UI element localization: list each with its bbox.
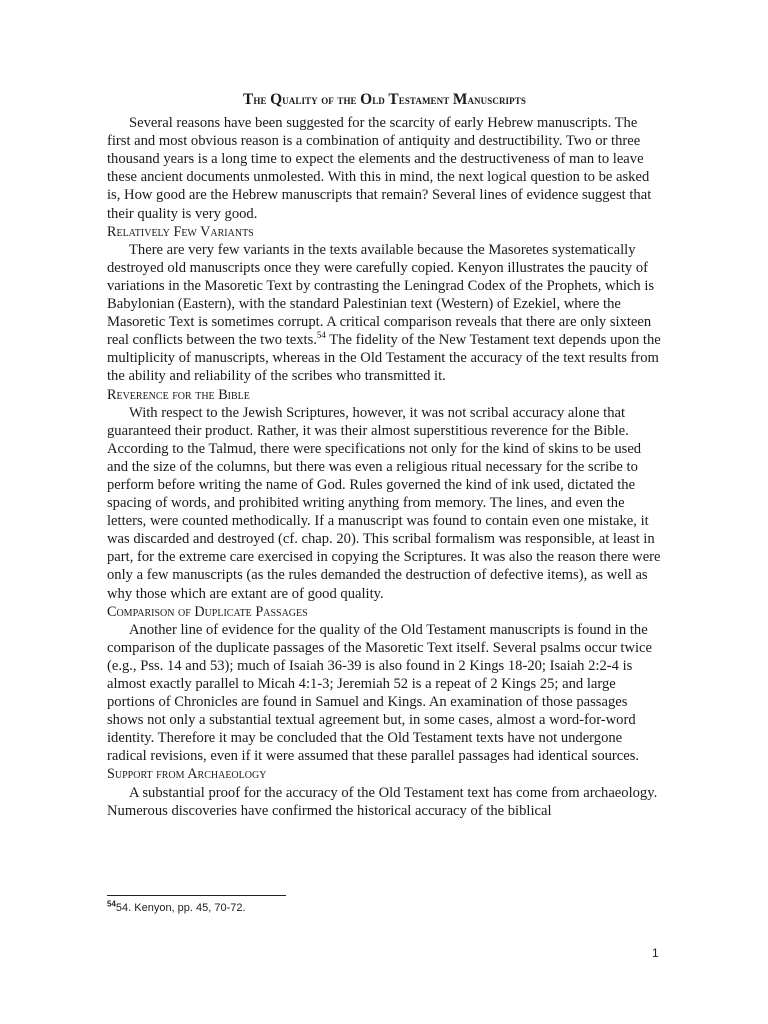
document-body [107, 91, 662, 820]
page-title: The Quality of the Old Testament Manuscripts [243, 91, 526, 108]
footnote-separator [107, 895, 286, 896]
section-heading-reverence: Reverence for the Bible [107, 386, 250, 403]
variants-paragraph: There are very few variants in the texts available because the Masoretes systematically destroyed old manuscripts once they were carefully copied. Kenyon illustrates the paucity of variations in the Masoretic Text by contrasting the Leningrad Codex of the Prophets, which is Babylonian (Eastern), with the standard Palestinian text (Western) of Ezekiel, where the Masoretic Text is sometimes corrupt. A critical comparison reveals that there are only sixteen real conflicts between the two texts.$^{54}$ The fidelity of the New Testament text depends upon the multiplicity of manuscripts, whereas in the Old Testament the accuracy of the text results from the ability and reliability of the scribes who transmitted it. [107, 241, 661, 385]
intro-paragraph: Several reasons have been suggested for the scarcity of early Hebrew manuscripts. The first and most obvious reason is a combination of antiquity and destructibility. Two or three thousand years is a long time to expect the elements and the destructiveness of man to leave these ancient documents unmolested. With this in mind, the next logical question to be asked is, How good are the Hebrew manuscripts that remain? Several lines of evidence suggest that their quality is very good. [107, 115, 652, 222]
archaeology-paragraph: A substantial proof for the accuracy of the Old Testament text has come from archaeology. Numerous discoveries have confirmed the historical accuracy of the biblical [107, 784, 658, 819]
section-heading-variants: Relatively Few Variants [107, 223, 254, 240]
footnote-text: 54. Kenyon, pp. 45, 70-72. [115, 902, 246, 914]
reverence-paragraph: With respect to the Jewish Scriptures, however, it was not scribal accuracy alone that guaranteed their product. Rather, it was their almost superstitious reverence for the Bible. According to the Talmud, there were specifications not only for the kind of skins to be used and the size of the columns, but there was even a religious ritual necessary for the scribe to perform before writing the name of God. Rules governed the kind of ink used, dictated the spacing of words, and prohibited writing anything from memory. The lines, and even the letters, were counted methodically. If a manuscript was found to contain even one mistake, it was discarded and destroyed (cf. chap. 20). This scribal formalism was responsible, at least in part, for the extreme care exercised in copying the Scriptures. It was also the reason there were only a few manuscripts (as the rules demanded the destruction of defective items), as well as why those which are extant are of good quality. [107, 404, 661, 602]
page-number: 1 [652, 946, 659, 960]
section-heading-comparison: Comparison of Duplicate Passages [107, 603, 308, 620]
comparison-paragraph: Another line of evidence for the quality of the Old Testament manuscripts is found in the comparison of the duplicate passages of the Masoretic Text itself. Several psalms occur twice (e.g., Pss. 14 and 53); much of Isaiah 36-39 is also found in 2 Kings 18-20; Isaiah 2:2-4 is almost exactly parallel to Micah 4:1-3; Jeremiah 52 is a repeat of 2 Kings 25; and large portions of Chronicles are found in Samuel and Kings. An examination of those passages shows not only a substantial textual agreement but, in some cases, almost a word-for-word identity. Therefore it may be concluded that the Old Testament texts have not undergone radical revisions, even if it were assumed that these parallel passages had identical sources. [107, 621, 652, 765]
footnote-reference[interactable]: 54 [316, 330, 326, 341]
section-heading-archaeology: Support from Archaeology [107, 766, 267, 783]
footnote-marker: 54 [107, 899, 116, 909]
footnote [107, 899, 246, 914]
